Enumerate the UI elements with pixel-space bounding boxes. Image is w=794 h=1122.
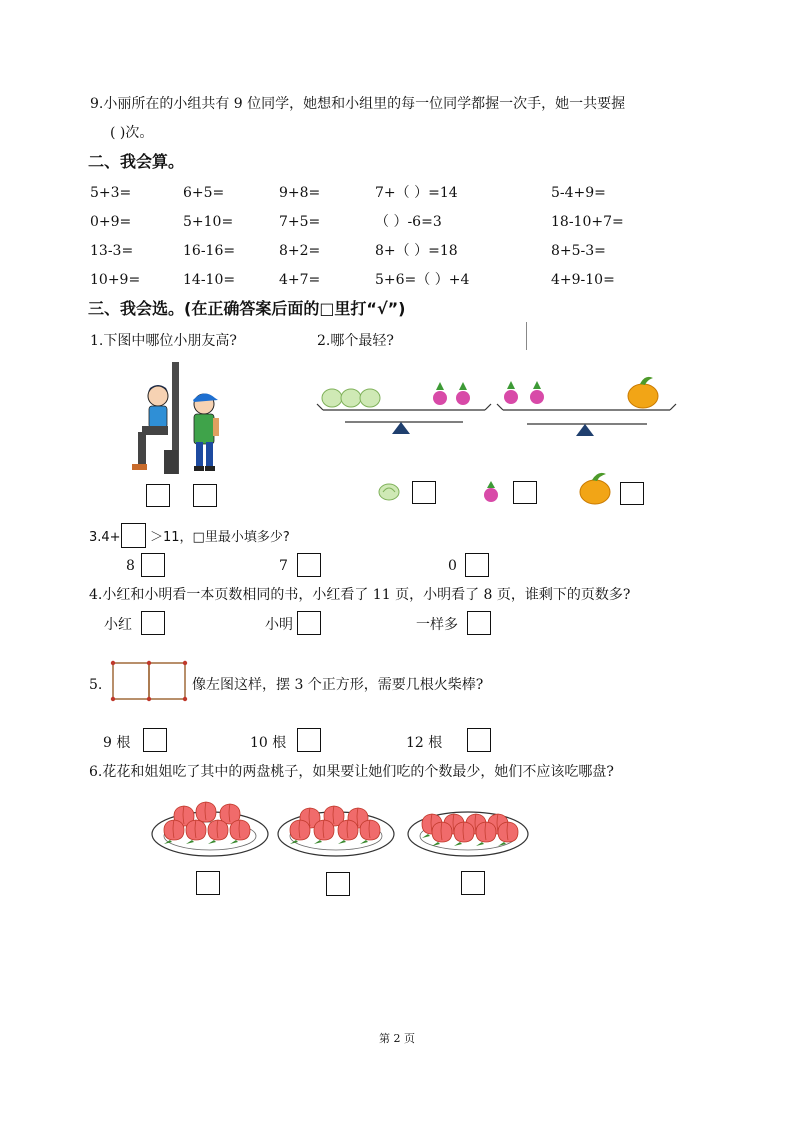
q3-option-1-box[interactable] xyxy=(141,553,165,577)
calc-r4c2: 14-10= xyxy=(183,272,236,288)
peach-plates-illustration xyxy=(150,794,532,862)
radish-option-icon xyxy=(480,480,502,504)
q4-option-1-label: 小红 xyxy=(104,617,132,633)
calc-r4c4: 5+6=（ ）+4 xyxy=(375,272,470,288)
q9-line2: ( )次。 xyxy=(110,125,154,141)
q3-option-2-box[interactable] xyxy=(297,553,321,577)
q2-text: 2.哪个最轻? xyxy=(317,333,394,349)
q4-option-2-box[interactable] xyxy=(297,611,321,635)
q6-answer-box-2[interactable] xyxy=(326,872,350,896)
q3-option-1-label: 8 xyxy=(126,558,135,574)
q2-answer-box-radish[interactable] xyxy=(513,481,537,504)
q1-answer-box-2[interactable] xyxy=(193,484,217,507)
q4-option-2-label: 小明 xyxy=(265,617,293,633)
q5-option-2-box[interactable] xyxy=(297,728,321,752)
calc-r2c2: 5+10= xyxy=(183,214,234,230)
q5-option-2-label: 10 根 xyxy=(250,735,287,751)
section2-title: 二、我会算。 xyxy=(88,152,185,171)
q5-option-3-label: 12 根 xyxy=(406,735,443,751)
calc-r3c4: 8+（ ）=18 xyxy=(375,243,458,259)
calc-r1c3: 9+8= xyxy=(279,185,321,201)
q3-inline-box[interactable] xyxy=(121,523,146,548)
q2-answer-box-cabbage[interactable] xyxy=(412,481,436,504)
calc-r2c1: 0+9= xyxy=(90,214,132,230)
calc-r1c5: 5-4+9= xyxy=(551,185,606,201)
q3-option-2-label: 7 xyxy=(279,558,288,574)
calc-r4c3: 4+7= xyxy=(279,272,321,288)
q2-answer-box-pumpkin[interactable] xyxy=(620,482,644,505)
calc-r3c2: 16-16= xyxy=(183,243,236,259)
radish-icon xyxy=(433,382,470,405)
q5-text: 像左图这样，摆 3 个正方形，需要几根火柴棒? xyxy=(192,677,484,693)
peach-plate-1 xyxy=(152,802,268,856)
pumpkin-icon xyxy=(628,377,658,408)
q1-answer-box-1[interactable] xyxy=(146,484,170,507)
calc-r2c4: （ ）-6=3 xyxy=(375,214,442,230)
page-number: 第 2 页 xyxy=(379,1032,415,1045)
calc-r2c5: 18-10+7= xyxy=(551,214,624,230)
divider-line xyxy=(526,322,527,350)
calc-r4c1: 10+9= xyxy=(90,272,141,288)
q4-option-3-label: 一样多 xyxy=(416,617,458,633)
q4-text: 4.小红和小明看一本页数相同的书，小红看了 11 页，小明看了 8 页，谁剩下的页数多? xyxy=(89,587,631,603)
section3-title: 三、我会选。(在正确答案后面的□里打“√”) xyxy=(88,299,406,318)
q4-option-3-box[interactable] xyxy=(467,611,491,635)
q6-text: 6.花花和姐姐吃了其中的两盘桃子，如果要让她们吃的个数最少，她们不应该吃哪盘? xyxy=(89,764,614,780)
q5-number: 5. xyxy=(89,677,103,693)
calc-r2c3: 7+5= xyxy=(279,214,321,230)
calc-r4c5: 4+9-10= xyxy=(551,272,615,288)
q5-option-1-box[interactable] xyxy=(143,728,167,752)
q5-option-1-label: 9 根 xyxy=(103,735,131,751)
children-illustration xyxy=(128,362,228,477)
q3-suffix: ＞11，□里最小填多少? xyxy=(150,530,290,545)
q4-option-1-box[interactable] xyxy=(141,611,165,635)
peach-plate-3 xyxy=(408,812,528,856)
peach-plate-2 xyxy=(278,806,394,856)
q9-line1: 9.小丽所在的小组共有 9 位同学，她想和小组里的每一位同学都握一次手，她一共要握 xyxy=(90,96,626,112)
calc-r3c1: 13-3= xyxy=(90,243,134,259)
calc-r1c2: 6+5= xyxy=(183,185,225,201)
radish-icon xyxy=(504,381,544,404)
balance-scales-illustration xyxy=(315,370,677,440)
cabbage-icon xyxy=(322,389,380,407)
q3-option-3-box[interactable] xyxy=(465,553,489,577)
cabbage-option-icon xyxy=(377,482,401,502)
matchstick-squares-diagram xyxy=(110,660,188,702)
pumpkin-option-icon xyxy=(578,470,612,506)
calc-r1c4: 7+（ ）=14 xyxy=(375,185,458,201)
q6-answer-box-3[interactable] xyxy=(461,871,485,895)
q6-answer-box-1[interactable] xyxy=(196,871,220,895)
q3-option-3-label: 0 xyxy=(448,558,457,574)
calc-r3c3: 8+2= xyxy=(279,243,321,259)
calc-r3c5: 8+5-3= xyxy=(551,243,606,259)
q3-prefix: 3.4+ xyxy=(89,530,121,545)
calc-r1c1: 5+3= xyxy=(90,185,132,201)
q1-text: 1.下图中哪位小朋友高? xyxy=(90,333,237,349)
q5-option-3-box[interactable] xyxy=(467,728,491,752)
